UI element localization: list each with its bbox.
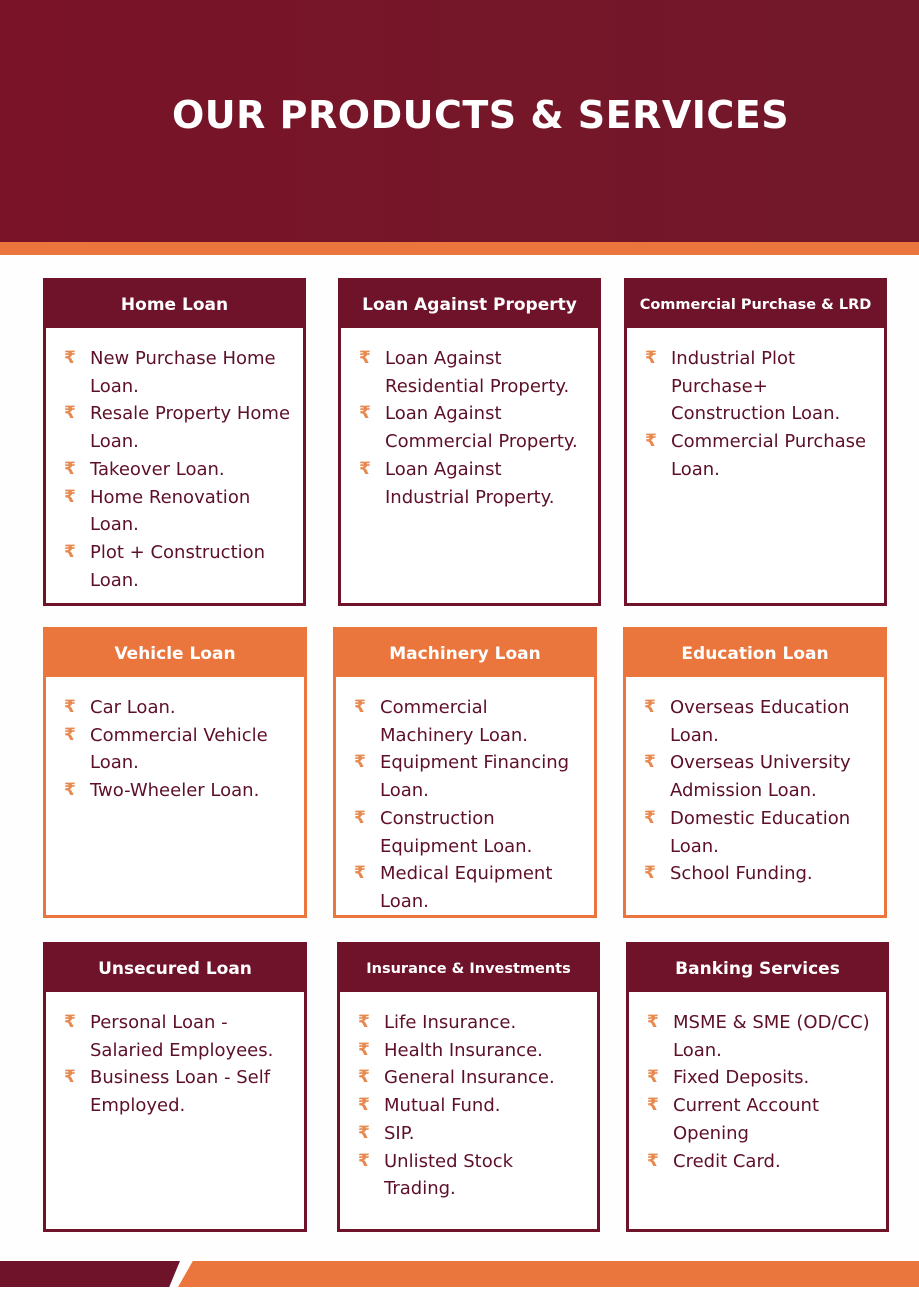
list-item-label: Commercial Vehicle Loan. [90,724,268,774]
list-item-label: Industrial Plot Purchase+ Construction Loan. [671,348,841,425]
list-item-label: Health Insurance. [384,1039,543,1061]
rupee-icon: ₹ [358,1122,370,1143]
rupee-icon: ₹ [64,486,76,507]
rupee-icon: ₹ [64,697,76,717]
card-item-list [626,677,884,888]
rupee-icon: ₹ [359,458,371,479]
list-item [645,428,874,483]
rupee-icon: ₹ [644,697,656,717]
card-item-list [46,677,304,805]
list-item [647,1064,876,1092]
list-item-label: Two-Wheeler Loan. [90,780,260,802]
list-item-label: Equipment Financing Loan. [380,752,570,802]
list-item [354,860,584,915]
list-item [64,484,293,539]
list-item [64,539,293,594]
product-card [43,942,307,1232]
list-item [358,1037,587,1065]
card-title: Loan Against Property [341,281,598,328]
card-title: Commercial Purchase & LRD [627,281,884,328]
list-item-label: Overseas University Admission Loan. [670,752,851,802]
list-item [64,694,294,722]
list-item [64,777,294,805]
list-item-label: Home Renovation Loan. [90,486,251,536]
list-item-label: General Insurance. [384,1067,555,1089]
card-item-list [336,677,594,916]
rupee-icon: ₹ [645,431,657,452]
header-banner [0,0,919,242]
list-item-label: Overseas Education Loan. [670,697,850,746]
list-item [647,1092,876,1147]
list-item [358,1064,587,1092]
product-card [333,627,597,918]
product-card [626,942,889,1232]
list-item [647,1148,876,1176]
list-item [358,1148,587,1203]
card-title: Unsecured Loan [46,945,304,992]
product-card [43,627,307,918]
card-item-list [340,992,597,1203]
list-item [354,749,584,804]
rupee-icon: ₹ [644,807,656,828]
list-item-label: Resale Property Home Loan. [90,403,291,453]
rupee-icon: ₹ [354,752,366,773]
card-title: Insurance & Investments [340,945,597,992]
list-item-label: School Funding. [670,863,813,885]
product-card [624,278,887,606]
rupee-icon: ₹ [64,348,76,368]
list-item-label: Commercial Machinery Loan. [380,697,529,746]
list-item [358,1120,587,1148]
product-card [623,627,887,918]
rupee-icon: ₹ [354,697,366,717]
rupee-icon: ₹ [64,541,76,562]
rupee-icon: ₹ [358,1039,370,1060]
list-item [359,456,588,511]
list-item [358,1009,587,1037]
rupee-icon: ₹ [647,1095,659,1116]
card-title: Vehicle Loan [46,630,304,677]
list-item [358,1092,587,1120]
rupee-icon: ₹ [64,780,76,801]
rupee-icon: ₹ [64,458,76,479]
rupee-icon: ₹ [358,1150,370,1171]
card-title: Machinery Loan [336,630,594,677]
product-card [337,942,600,1232]
card-item-list [629,992,886,1175]
list-item-label: Mutual Fund. [384,1095,501,1117]
list-item-label: Takeover Loan. [90,458,225,480]
list-item [644,749,874,804]
rupee-icon: ₹ [647,1150,659,1171]
product-card [338,278,601,606]
rupee-icon: ₹ [354,807,366,828]
list-item-label: Construction Equipment Loan. [380,807,533,857]
product-card [43,278,306,606]
list-item-label: Credit Card. [673,1150,781,1172]
list-item [359,400,588,455]
list-item-label: Fixed Deposits. [673,1067,810,1089]
list-item-label: SIP. [384,1122,415,1144]
list-item-label: Personal Loan - Salaried Employees. [90,1012,274,1061]
card-item-list [341,328,598,511]
rupee-icon: ₹ [647,1012,659,1032]
rupee-icon: ₹ [64,1067,76,1088]
list-item [644,694,874,749]
rupee-icon: ₹ [645,348,657,368]
list-item [354,694,584,749]
list-item-label: Business Loan - Self Employed. [90,1067,271,1117]
list-item-label: Domestic Education Loan. [670,807,851,857]
list-item [644,805,874,860]
list-item-label: Loan Against Commercial Property. [385,403,578,453]
footer-orange-bar [178,1261,919,1287]
list-item-label: Life Insurance. [384,1012,517,1033]
list-item [359,345,588,400]
card-title: Banking Services [629,945,886,992]
rupee-icon: ₹ [647,1067,659,1088]
list-item [64,400,293,455]
list-item-label: Current Account Opening [673,1095,820,1144]
rupee-icon: ₹ [644,863,656,884]
card-title: Home Loan [46,281,303,328]
card-item-list [46,328,303,594]
list-item [644,860,874,888]
list-item-label: Car Loan. [90,697,176,718]
list-item-label: New Purchase Home Loan. [90,348,276,397]
card-title: Education Loan [626,630,884,677]
list-item-label: MSME & SME (OD/CC) Loan. [673,1012,870,1061]
list-item-label: Commercial Purchase Loan. [671,431,867,480]
rupee-icon: ₹ [644,752,656,773]
list-item [645,345,874,428]
list-item-label: Medical Equipment Loan. [380,863,553,912]
list-item-label: Loan Against Industrial Property. [385,458,555,508]
rupee-icon: ₹ [359,348,371,368]
rupee-icon: ₹ [354,863,366,884]
rupee-icon: ₹ [358,1012,370,1032]
list-item-label: Plot + Construction Loan. [90,541,266,591]
rupee-icon: ₹ [358,1095,370,1116]
footer-maroon-bar [0,1261,180,1287]
list-item [64,1064,294,1119]
list-item [64,345,293,400]
list-item [64,456,293,484]
list-item [354,805,584,860]
list-item-label: Unlisted Stock Trading. [384,1150,514,1200]
rupee-icon: ₹ [64,1012,76,1032]
page-title: OUR PRODUCTS & SERVICES [172,93,790,137]
rupee-icon: ₹ [358,1067,370,1088]
rupee-icon: ₹ [64,403,76,424]
rupee-icon: ₹ [359,403,371,424]
header-accent-stripe [0,242,919,255]
list-item [647,1009,876,1064]
card-item-list [627,328,884,484]
card-item-list [46,992,304,1120]
list-item-label: Loan Against Residential Property. [385,348,570,397]
list-item [64,1009,294,1064]
list-item [64,722,294,777]
rupee-icon: ₹ [64,724,76,745]
